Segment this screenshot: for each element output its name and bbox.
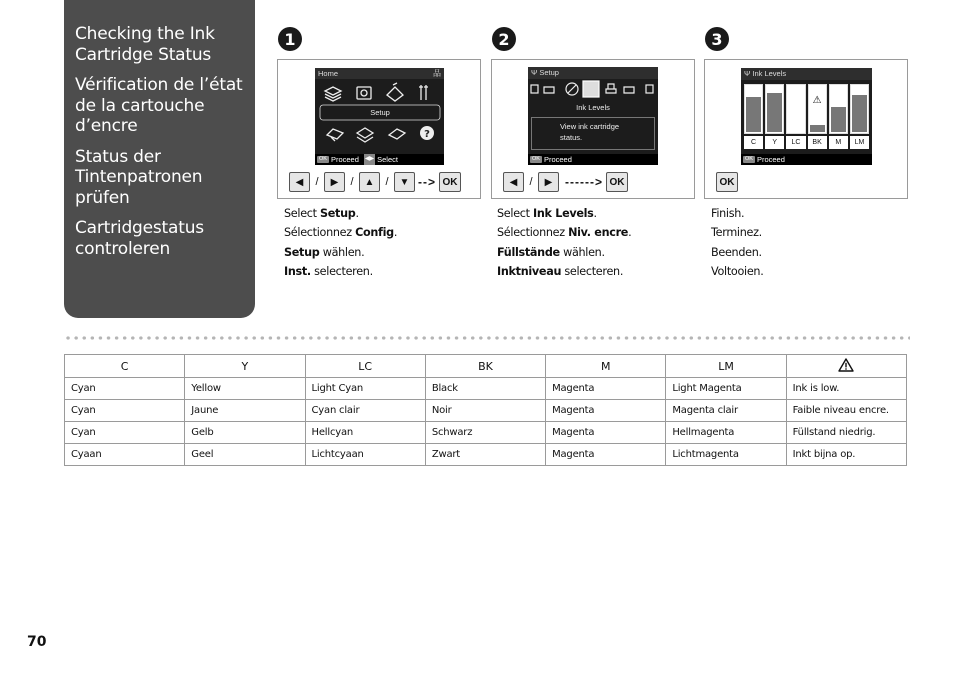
cartridge-label: M [829, 136, 848, 149]
header-lc: LC [305, 355, 425, 378]
instr-post: . [593, 207, 597, 220]
left-button[interactable]: ◀ [503, 172, 524, 192]
instr-pre: Select [284, 207, 320, 220]
table-cell: Gelb [185, 422, 305, 444]
cartridge-label: C [744, 136, 763, 149]
instr-bold: Füllstände [497, 245, 560, 259]
cartridge-fill [852, 95, 867, 132]
step-2-buttons [503, 172, 628, 192]
header-m: M [546, 355, 666, 378]
table-cell: Yellow [185, 378, 305, 400]
instr-pre: Sélectionnez [284, 226, 356, 240]
cartridge-bar [744, 84, 763, 134]
header-bk: BK [425, 355, 545, 378]
table-cell: Light Cyan [305, 378, 425, 400]
cartridge-bar [765, 84, 784, 134]
arrow-icon: --> [418, 175, 436, 189]
up-button[interactable]: ▲ [359, 172, 380, 192]
low-ink-warning-icon: ⚠ [812, 95, 822, 106]
ok-button[interactable]: OK [606, 172, 628, 192]
instruction-line: Finish. [711, 207, 745, 220]
table-cell: Magenta clair [666, 400, 786, 422]
copy2-icon [327, 129, 343, 141]
cartridge-y [765, 84, 784, 150]
title-fr: Vérification de l’état de la cartouche d’encre [75, 75, 243, 136]
instruction-line [497, 204, 631, 223]
cartridge-m [829, 84, 848, 150]
step-1-instructions [284, 204, 397, 281]
instr-post: . [393, 226, 398, 240]
cartridge-bars [744, 84, 869, 150]
instruction-line [497, 223, 631, 242]
instr-bold: Inst. [284, 264, 311, 278]
title-de: Status der Tintenpatronen prüfen [75, 146, 203, 208]
cartridge-label: LC [786, 136, 805, 149]
scan2-icon [389, 129, 405, 139]
footer-proceed: Proceed [330, 155, 359, 164]
warning-icon [838, 358, 854, 372]
setup-small-icon: Ψ [531, 68, 540, 77]
photo-icon [357, 87, 371, 99]
instr-pre: Select [497, 207, 533, 220]
cartridge-bar [786, 84, 805, 134]
cartridge-fill [767, 93, 782, 132]
cartridge-label: LM [850, 136, 869, 149]
cartridge-lc [786, 84, 805, 150]
lcd-footer [741, 154, 872, 165]
cartridge-lm [850, 84, 869, 150]
prev-arrow-icon [531, 85, 538, 93]
instruction-line: Terminez. [711, 226, 762, 240]
cartridge-bar [808, 84, 827, 134]
layers-icon [357, 128, 373, 142]
step-3-panel [704, 59, 908, 199]
header-lm: LM [666, 355, 786, 378]
setup-icon [419, 85, 428, 100]
footer-proceed: Proceed [543, 155, 572, 164]
table-cell: Light Magenta [666, 378, 786, 400]
title-panel [64, 0, 255, 318]
table-cell: Magenta [546, 422, 666, 444]
ink-levels-icon [583, 81, 599, 97]
footer-proceed: Proceed [756, 155, 785, 164]
table-cell: Cyan [65, 400, 185, 422]
table-cell: Faible niveau encre. [786, 400, 906, 422]
table-cell: Füllstand niedrig. [786, 422, 906, 444]
instruction-line [497, 262, 631, 281]
table-cell: Black [425, 378, 545, 400]
table-cell: Lichtcyaan [305, 444, 425, 466]
left-button[interactable]: ◀ [289, 172, 310, 192]
separator: / [315, 176, 319, 188]
page-number: 70 [27, 634, 47, 650]
lcd-footer [315, 154, 444, 165]
instr-bold: Niv. encre [568, 226, 629, 240]
arrows-chip-icon: ◀▶ [364, 154, 375, 165]
step-1-lcd [315, 68, 444, 165]
ok-chip: OK [532, 156, 540, 162]
cartridge-fill [831, 107, 846, 132]
ok-chip: OK [319, 156, 327, 162]
table-cell: Zwart [425, 444, 545, 466]
table-cell: Inkt bijna op. [786, 444, 906, 466]
header-y: Y [185, 355, 305, 378]
separator: / [350, 176, 354, 188]
instruction-line [497, 243, 631, 262]
step-2-lcd [528, 67, 658, 165]
separator: / [529, 176, 533, 188]
instr-post: wählen. [559, 245, 605, 259]
table-row [65, 400, 907, 422]
setup-small-icon: Ψ [744, 69, 753, 78]
ok-button[interactable]: OK [439, 172, 461, 192]
instr-pre: Sélectionnez [497, 226, 569, 240]
instruction-line [284, 243, 397, 262]
table-cell: Schwarz [425, 422, 545, 444]
instruction-line: Voltooien. [711, 264, 764, 278]
table-cell: Hellmagenta [666, 422, 786, 444]
right-button[interactable]: ▶ [538, 172, 559, 192]
down-button[interactable]: ▼ [394, 172, 415, 192]
table-cell: Geel [185, 444, 305, 466]
cartridge-bar [829, 84, 848, 134]
table-row [65, 378, 907, 400]
table-cell: Cyan [65, 422, 185, 444]
header-warning [786, 355, 906, 378]
table-row [65, 444, 907, 466]
instruction-line [284, 204, 397, 223]
table-cell: Cyaan [65, 444, 185, 466]
instr-bold: Inktniveau [497, 264, 562, 278]
table-cell: Magenta [546, 400, 666, 422]
table-header-row [65, 355, 907, 378]
lcd-title: Ink Levels [576, 103, 610, 112]
lcd-header [528, 67, 658, 79]
table-cell: Magenta [546, 444, 666, 466]
step-3-number: 3 [705, 27, 729, 51]
step-3-buttons [716, 172, 738, 192]
table-cell: Ink is low. [786, 378, 906, 400]
table-cell: Noir [425, 400, 545, 422]
cartridge-bar [850, 84, 869, 134]
scan-icon [387, 83, 403, 101]
cartridge-label: Y [765, 136, 784, 149]
help-icon [420, 126, 434, 140]
cartridge-fill [810, 125, 825, 132]
arrow-icon: ------> [565, 175, 603, 189]
header-c: C [65, 355, 185, 378]
instr-bold: Ink Levels [532, 207, 594, 220]
lcd-highlight: Setup [370, 108, 390, 117]
step-2-panel [491, 59, 695, 199]
cartridge-label: BK [808, 136, 827, 149]
maintenance-icon [544, 87, 554, 93]
table-cell: Cyan [65, 378, 185, 400]
printer-icon [606, 84, 616, 93]
instr-post: . [628, 226, 632, 240]
network-printer-icon [624, 87, 634, 93]
next-arrow-icon [646, 85, 653, 93]
instr-bold: Setup [284, 245, 320, 259]
table-cell: Hellcyan [305, 422, 425, 444]
cartridge-bk [808, 84, 827, 150]
table-row [65, 422, 907, 444]
ink-color-table [64, 354, 907, 466]
lcd-footer [528, 154, 658, 165]
step-1-panel [277, 59, 481, 199]
table-cell: Magenta [546, 378, 666, 400]
table-cell: Cyan clair [305, 400, 425, 422]
svg-text:?: ? [424, 129, 430, 140]
step-2-instructions [497, 204, 631, 281]
instr-post: . [355, 207, 359, 220]
lcd-header [741, 68, 872, 80]
instruction-line: Beenden. [711, 245, 762, 259]
cartridge-fill [746, 97, 761, 132]
ok-button[interactable]: OK [716, 172, 738, 192]
step-1-number: 1 [278, 27, 302, 51]
table-cell: Jaune [185, 400, 305, 422]
lcd-header-text: Setup [539, 68, 559, 77]
title-nl: Cartridgestatus controleren [75, 218, 204, 259]
step-3-lcd [741, 68, 872, 165]
separator: / [385, 176, 389, 188]
table-cell: Lichtmagenta [666, 444, 786, 466]
instr-bold: Config [355, 226, 394, 240]
instruction-line [284, 262, 397, 281]
lcd-header-text: Home [318, 69, 339, 78]
right-button[interactable]: ▶ [324, 172, 345, 192]
instr-post: selecteren. [561, 264, 624, 278]
lcd-message: View ink cartridge status. [531, 117, 655, 150]
ok-chip: OK [745, 156, 753, 162]
network-icon: 品 [433, 69, 441, 78]
setup-menu-icons [528, 79, 658, 99]
step-1-buttons [289, 172, 461, 192]
instr-post: selecteren. [310, 264, 373, 278]
step-2-number: 2 [492, 27, 516, 51]
title-en: Checking the Ink Cartridge Status [75, 24, 215, 65]
lcd-header-text: Ink Levels [752, 69, 787, 78]
footer-select: Select [377, 155, 398, 164]
instr-bold: Setup [319, 207, 356, 220]
instruction-line [284, 223, 397, 242]
copy-icon [325, 87, 341, 101]
dotted-divider [64, 335, 910, 341]
step-3-instructions [711, 204, 763, 281]
cartridge-c [744, 84, 763, 150]
instr-post: wählen. [319, 245, 365, 259]
lcd-header [315, 68, 444, 79]
